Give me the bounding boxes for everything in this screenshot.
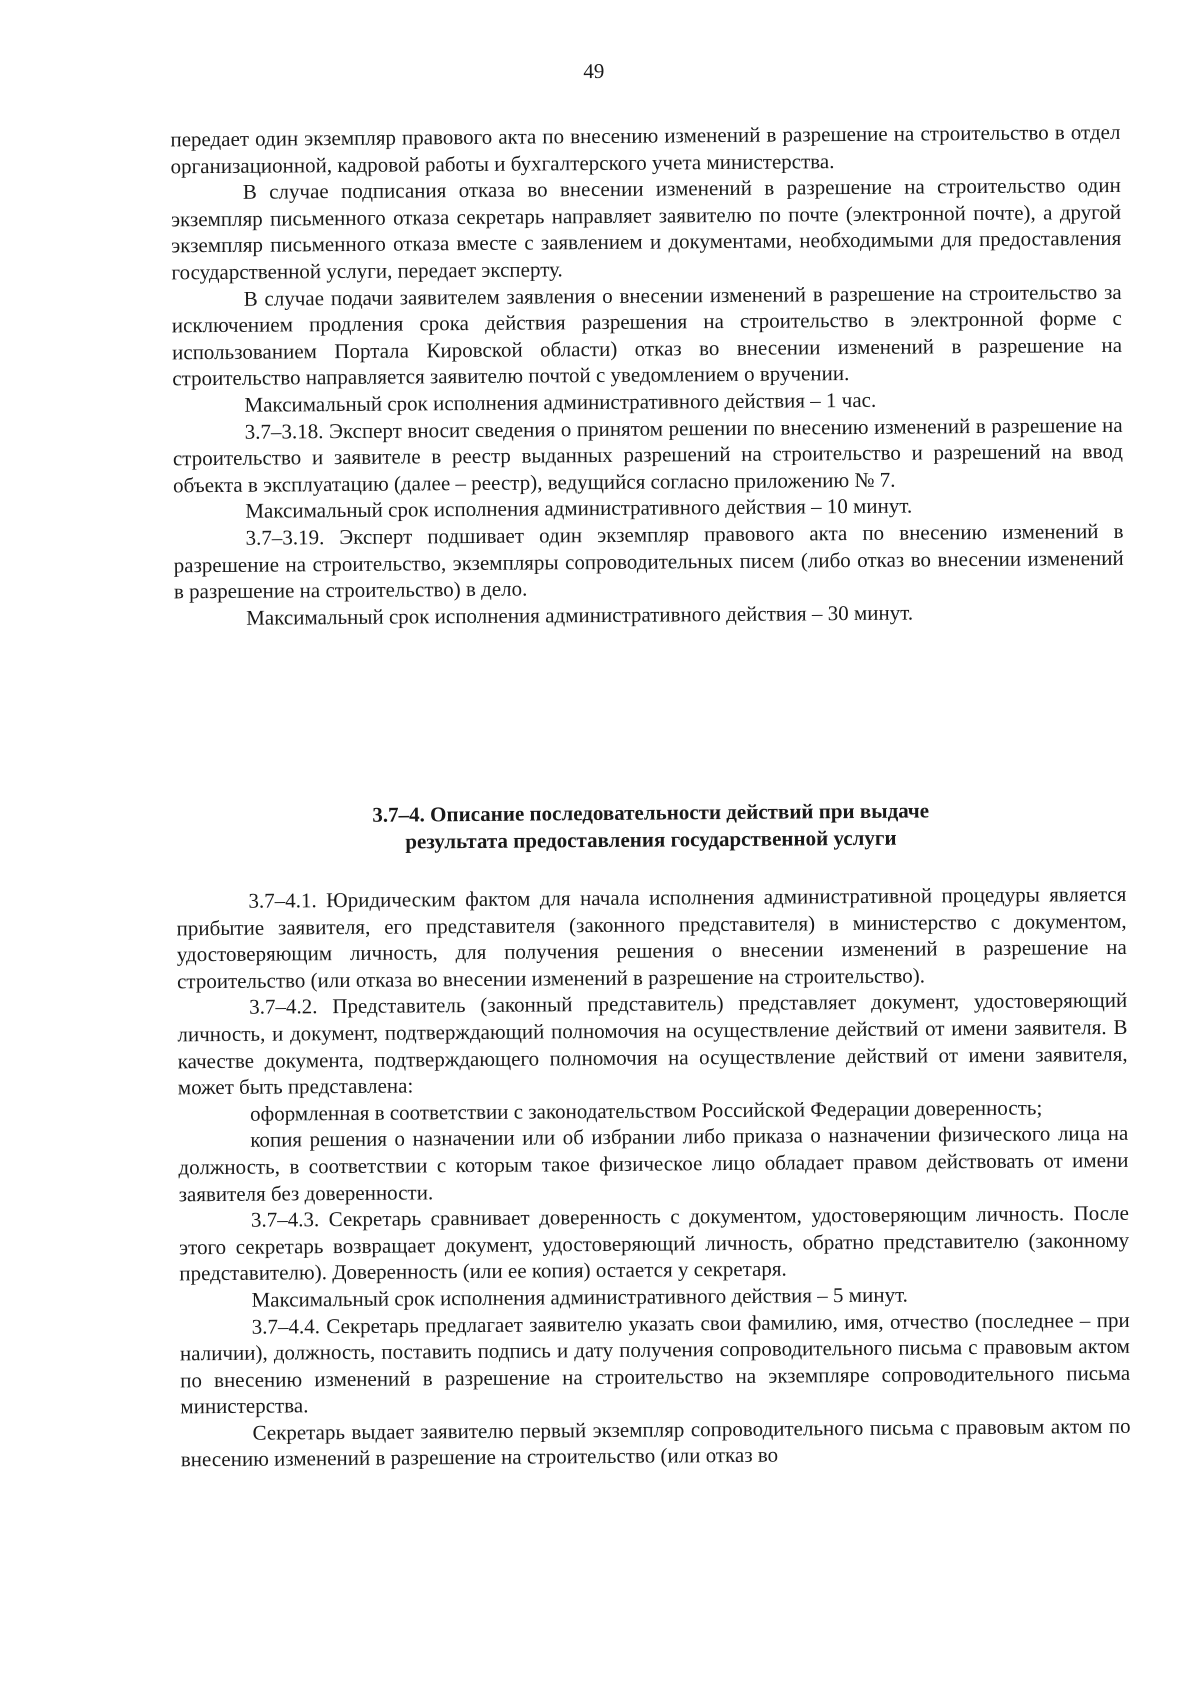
section-heading-line: результата предоставления государственной услуги bbox=[405, 825, 897, 854]
section-heading-line: 3.7–4. Описание последовательности действий при выдаче bbox=[372, 798, 930, 827]
paragraph: 3.7–4.2. Представитель (законный представитель) представляет документ, удостоверяющий личность, и документ, подтверждающий полномочия на осуществление действий от имени заявителя. В качестве документа, подтверждающего полномочия на осуществление действий от имени заявителя, может быть представлена: bbox=[177, 988, 1128, 1100]
paragraph: копия решения о назначении или об избрании либо приказа о назначении физического лица на должность, в соответствии с которым такое физическое лицо обладает правом действовать от имени заявителя без доверенности. bbox=[178, 1121, 1129, 1206]
paragraph: В случае подачи заявителем заявления о внесении изменений в разрешение на строительство за исключением продления срока действия разрешения на строительство в электронной форме с использованием Портала Кировской области) отказ во внесении изменений в разрешение на строительство направляется заявителю почтой с уведомлением о вручении. bbox=[171, 279, 1123, 391]
section-heading bbox=[176, 796, 1126, 857]
paragraph: 3.7–4.4. Секретарь предлагает заявителю указать свои фамилию, имя, отчество (последнее – при наличии), должность, поставить подпись и дату получения сопроводительного письма с правовым актом по внесению изменений в разрешение на строительство на экземпляре сопроводительного письма министерства. bbox=[179, 1307, 1131, 1419]
paragraph: оформленная в соответствии с законодательством Российской Федерации доверенность; bbox=[249, 1095, 1043, 1126]
paragraph: 3.7–3.18. Эксперт вносит сведения о принятом решении по внесению изменений в разрешение на строительство и заявителе в реестр выданных разрешений на строительство и разрешений на ввод объекта в эксплуатацию (далее – реестр), ведущийся согласно приложению № 7. bbox=[172, 412, 1123, 498]
paragraph: Максимальный срок исполнения административного действия – 1 час. bbox=[244, 387, 877, 417]
paragraph: Секретарь выдает заявителю первый экземпляр сопроводительного письма с правовым актом по внесению изменений в разрешение на строительство (или отказ во bbox=[180, 1413, 1131, 1472]
paragraph: передает один экземпляр правового акта по внесению изменений в разрешение на строительство в отдел организационной, кадровой работы и бухгалтерского учета министерства. bbox=[170, 119, 1121, 178]
paragraph: Максимальный срок исполнения административного действия – 10 минут. bbox=[245, 493, 913, 524]
paragraph: 3.7–3.19. Эксперт подшивает один экземпляр правового акта по внесению изменений в разрешение на строительство, экземпляры сопроводительных писем (либо отказ во внесении изменений в разрешение на строительство) в дело. bbox=[173, 518, 1124, 604]
bottom-text-block bbox=[176, 881, 1131, 1474]
paragraph: 3.7–4.1. Юридическим фактом для начала исполнения административной процедуры является прибытие заявителя, его представителя (законного представителя) в министерство с документом, удостоверяющим личность, для получения решения о внесении изменений в разрешение на строительство (или отказа во внесении изменений в разрешение на строительство). bbox=[176, 881, 1127, 994]
paragraph: Максимальный срок исполнения административного действия – 5 минут. bbox=[251, 1282, 908, 1312]
paragraph: Максимальный срок исполнения административного действия – 30 минут. bbox=[246, 600, 914, 630]
paragraph: В случае подписания отказа во внесении изменений в разрешение на строительство один экземпляр письменного отказа секретарь направляет заявителю по почте (электронной почте), а другой экземпляр письменного отказа вместе с заявлением и документами, необходимыми для предоставления государственной услуги, передает эксперту. bbox=[170, 173, 1122, 285]
paragraph: 3.7–4.3. Секретарь сравнивает доверенность с документом, удостоверяющим личность. После этого секретарь возвращает документ, удостоверяющий личность, обратно представителю (законному представителю). Доверенность (или ее копия) остается у секретаря. bbox=[179, 1200, 1130, 1286]
top-text-block bbox=[170, 119, 1124, 632]
page-number: 49 bbox=[583, 58, 605, 84]
